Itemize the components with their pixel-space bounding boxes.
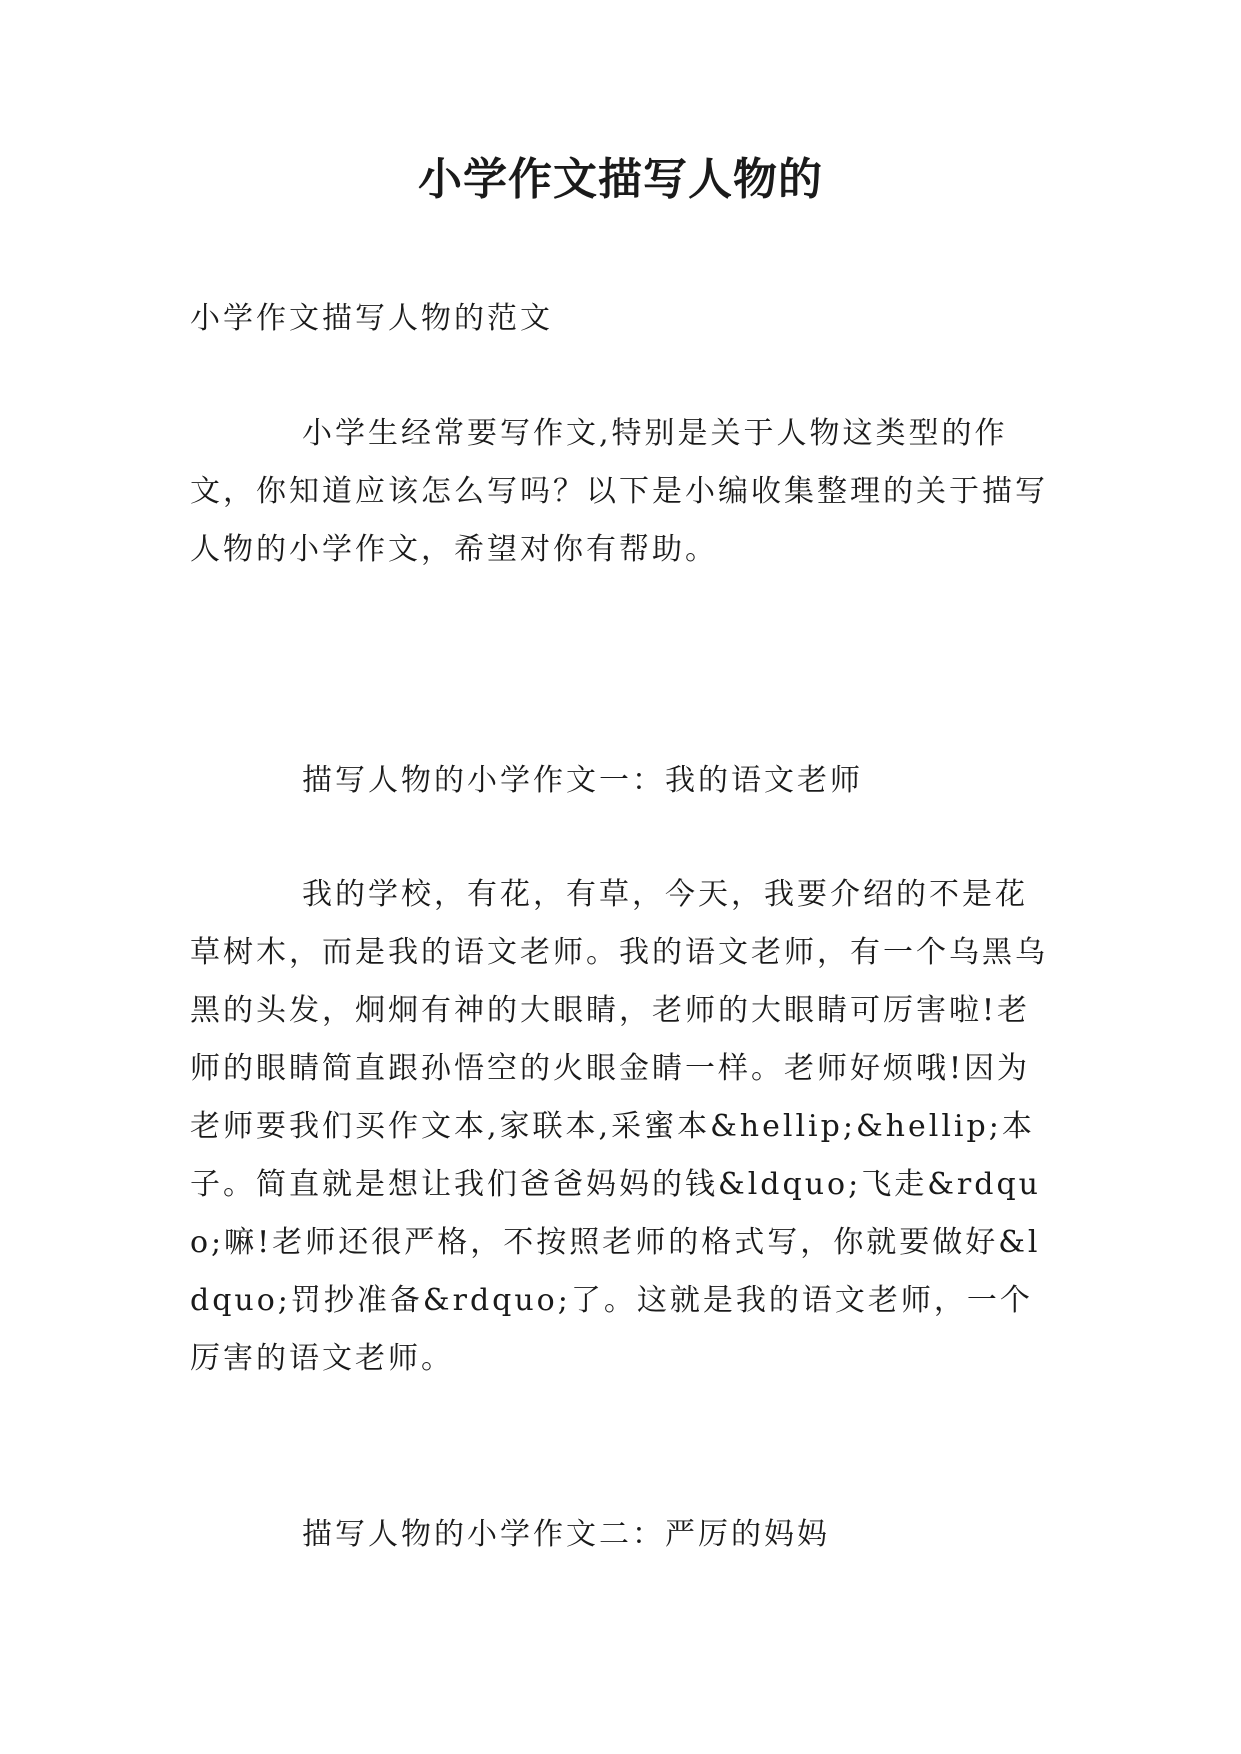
document-subtitle: 小学作文描写人物的范文 <box>190 301 553 336</box>
section-heading-2: 描写人物的小学作文二：严厉的妈妈 <box>302 1517 830 1552</box>
section-body-1: 我的学校，有花，有草，今天，我要介绍的不是花草树木，而是我的语文老师。我的语文老师，有一个乌黑乌黑的头发，炯炯有神的大眼睛，老师的大眼睛可厉害啦!老师的眼睛简直跟孙悟空的火眼金睛一样。老师好烦哦!因为老师要我们买作文本,家联本,采蜜本&hellip;&hellip;本子。简直就是想让我们爸爸妈妈的钱&ldquo;飞走&rdquo;嘛!老师还很严格，不按照老师的格式写，你就要做好&ldquo;罚抄准备&rdquo;了。这就是我的语文老师，一个厉害的语文老师。 <box>190 877 1048 1376</box>
section-heading-1: 描写人物的小学作文一：我的语文老师 <box>302 763 863 798</box>
document-title: 小学作文描写人物的 <box>418 154 823 205</box>
intro-paragraph: 小学生经常要写作文,特别是关于人物这类型的作文，你知道应该怎么写吗？以下是小编收集整理的关于描写人物的小学作文，希望对你有帮助。 <box>190 416 1048 567</box>
